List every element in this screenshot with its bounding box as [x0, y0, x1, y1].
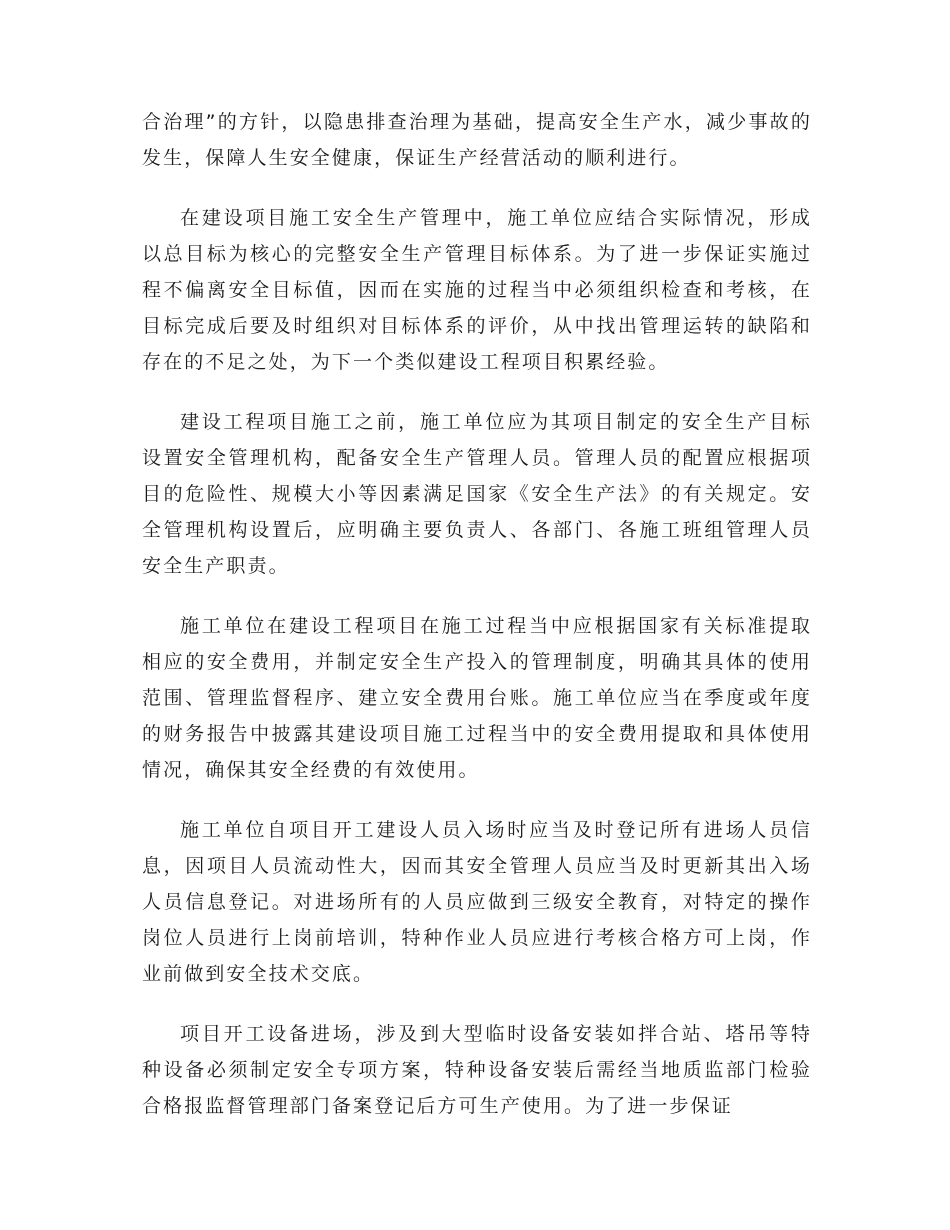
paragraph-personnel-registration: 施工单位自项目开工建设人员入场时应当及时登记所有进场人员信息，因项目人员流动性大，因而其安全管理人员应当及时更新其出入场人员信息登记。对进场所有的人员应做到三级安全教育，对特定的操作岗位人员进行上岗前培训，特种作业人员应进行考核合格方可上岗，作业前做到安全技术交底。: [142, 819, 812, 985]
paragraph-equipment-entry: 项目开工设备进场，涉及到大型临时设备安装如拌合站、塔吊等特种设备必须制定安全专项方案，特种设备安装后需经当地质监部门检验合格报监督管理部门备案登记后方可生产使用。为了进一步保证: [142, 1023, 812, 1117]
paragraph-safety-target-system: 在建设项目施工安全生产管理中，施工单位应结合实际情况，形成以总目标为核心的完整安全生产管理目标体系。为了进一步保证实施过程不偏离安全目标值，因而在实施的过程当中必须组织检查和考核，在目标完成后要及时组织对目标体系的评价，从中找出管理运转的缺陷和存在的不足之处，为下一个类似建设工程项目积累经验。: [142, 207, 812, 373]
paragraph-safety-organization: 建设工程项目施工之前，施工单位应为其项目制定的安全生产目标设置安全管理机构，配备安全生产管理人员。管理人员的配置应根据项目的危险性、规模大小等因素满足国家《安全生产法》的有关规定。安全管理机构设置后，应明确主要负责人、各部门、各施工班组管理人员安全生产职责。: [142, 411, 812, 577]
paragraph-continuation: 合治理”的方针，以隐患排查治理为基础，提高安全生产水，减少事故的发生，保障人生安全健康，保证生产经营活动的顺利进行。: [142, 111, 812, 169]
document-body: [142, 104, 812, 1148]
paragraph-safety-expenses: 施工单位在建设工程项目在施工过程当中应根据国家有关标准提取相应的安全费用，并制定安全生产投入的管理制度，明确其具体的使用范围、管理监督程序、建立安全费用台账。施工单位应当在季度或年度的财务报告中披露其建设项目施工过程当中的安全费用提取和具体使用情况，确保其安全经费的有效使用。: [142, 615, 812, 781]
